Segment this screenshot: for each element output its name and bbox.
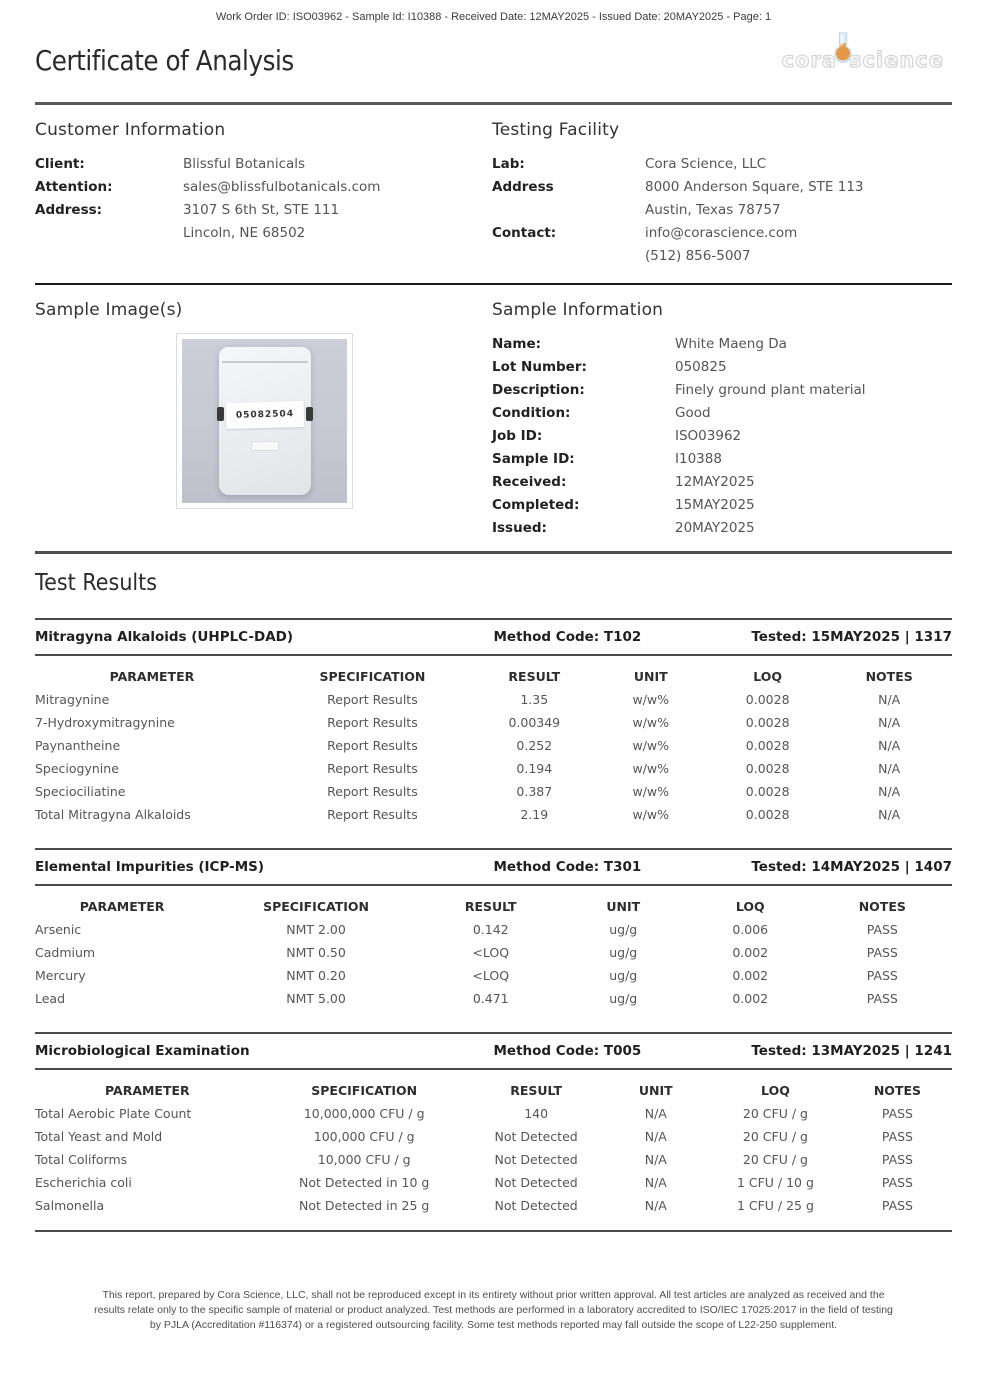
table-cell: Total Yeast and Mold [35, 1129, 163, 1144]
disclaimer-line: results relate only to the specific sample of material or product analyzed. Test methods are performed in a laboratory accredited to ISO/IEC 17025:2017 in the field of testing [94, 1304, 893, 1316]
column-header: LOQ [753, 669, 783, 684]
table-cell: Total Aerobic Plate Count [35, 1106, 192, 1121]
table-microbiological-examination [35, 1032, 952, 1232]
table-cell: Paynantheine [35, 738, 121, 753]
sample-photo [176, 333, 353, 509]
customer-information-block [35, 120, 492, 268]
testing-facility-block [492, 120, 952, 268]
table-header [35, 895, 952, 918]
sample-information-heading: Sample Information [492, 300, 664, 320]
table-row [35, 1102, 952, 1125]
table-cell: Report Results [327, 807, 418, 822]
table-cell: Escherichia coli [35, 1175, 132, 1190]
field-value: 15MAY2025 [675, 497, 755, 513]
column-header: LOQ [735, 899, 765, 914]
table-cell: ug/g [609, 968, 638, 983]
field-label: Client: [35, 156, 85, 172]
field-value: 12MAY2025 [675, 474, 755, 490]
table-cell: Not Detected in 10 g [299, 1175, 430, 1190]
column-header: PARAMETER [79, 899, 165, 914]
field-value: Lincoln, NE 68502 [183, 225, 306, 241]
results-table [35, 665, 952, 826]
table-cell: 140 [524, 1106, 549, 1121]
table-cell: 0.002 [732, 968, 769, 983]
column-header: NOTES [873, 1083, 921, 1098]
table-cell: Not Detected [494, 1152, 578, 1167]
table-header [35, 665, 952, 688]
table-cell: Salmonella [35, 1198, 105, 1213]
table-cell: 20 CFU / g [742, 1152, 808, 1167]
column-header: LOQ [761, 1083, 790, 1098]
pouch-lot-label: 05082504 [225, 401, 304, 429]
table-cell: 2.19 [520, 807, 549, 822]
table-header-row [35, 895, 952, 918]
pouch-seal [222, 361, 308, 363]
table-cell: N/A [878, 784, 901, 799]
table-cell: NMT 5.00 [286, 991, 346, 1006]
table-cell: Total Mitragyna Alkaloids [35, 807, 191, 822]
disclaimer-line: by PJLA (Accreditation #116374) or a registered outsourcing facility. Some test methods reported may fall outside the scope of L22-250 supplement. [149, 1319, 838, 1331]
table-cell: <LOQ [472, 945, 510, 960]
field-value: Finely ground plant material [675, 382, 866, 398]
table-cell: 0.00349 [508, 715, 561, 730]
field-label [492, 199, 645, 222]
field-value: Austin, Texas 78757 [645, 202, 781, 218]
table-cell: N/A [644, 1198, 667, 1213]
table-cell: w/w% [632, 715, 670, 730]
customer-fields [35, 153, 492, 245]
field-value: 20MAY2025 [675, 520, 755, 536]
sample-section [35, 300, 952, 540]
table-cell: 0.0028 [745, 784, 790, 799]
table-cell: 0.194 [516, 761, 553, 776]
table-tested-date: Tested: 13MAY2025 | 1241 [751, 1043, 952, 1059]
field-label: Lot Number: [492, 359, 587, 375]
table-cell: 20 CFU / g [742, 1106, 808, 1121]
table-row [35, 918, 952, 941]
table-row [35, 734, 952, 757]
table-band [35, 848, 952, 886]
table-name: Elemental Impurities (ICP-MS) [35, 859, 265, 875]
column-header: RESULT [464, 899, 517, 914]
column-header: SPECIFICATION [263, 899, 369, 914]
table-cell: 0.0028 [745, 692, 790, 707]
table-cell: 0.142 [472, 922, 509, 937]
results-table [35, 895, 952, 1010]
column-header: NOTES [858, 899, 906, 914]
table-method-code: Method Code: T005 [493, 1043, 642, 1059]
table-method-code: Method Code: T102 [493, 629, 642, 645]
table-cell: Arsenic [35, 922, 82, 937]
table-cell: Report Results [327, 784, 418, 799]
table-cell: N/A [644, 1175, 667, 1190]
field-label: Address [492, 179, 554, 195]
table-cell: 100,000 CFU / g [313, 1129, 415, 1144]
table-cell: Mitragynine [35, 692, 110, 707]
field-label: Address: [35, 202, 103, 218]
table-band [35, 618, 952, 656]
table-cell: w/w% [632, 761, 670, 776]
table-header-row [35, 665, 952, 688]
document-meta-line: Work Order ID: ISO03962 - Sample Id: I10388 - Received Date: 12MAY2025 - Issued Date: 20MAY2025 - Page: 1 [215, 11, 772, 23]
column-header: SPECIFICATION [319, 669, 426, 684]
pouch-mini-label [252, 442, 278, 450]
table-cell: Not Detected [494, 1198, 578, 1213]
table-cell: 1 CFU / 25 g [736, 1198, 814, 1213]
table-cell: NMT 2.00 [286, 922, 346, 937]
field-label: Attention: [35, 179, 113, 195]
table-row [35, 711, 952, 734]
table-row [35, 780, 952, 803]
table-row [35, 688, 952, 711]
field-label: Sample ID: [492, 451, 575, 467]
table-cell: 0.0028 [745, 807, 790, 822]
table-method-code: Method Code: T301 [493, 859, 642, 875]
table-cell: PASS [881, 1129, 913, 1144]
field-label: Received: [492, 474, 567, 490]
divider-sample [35, 551, 952, 554]
table-cell: 0.006 [732, 922, 769, 937]
table-cell: PASS [866, 968, 898, 983]
table-cell: NMT 0.20 [286, 968, 346, 983]
customer-information-heading: Customer Information [35, 120, 226, 140]
pouch-clip-right [306, 407, 313, 421]
table-name: Mitragyna Alkaloids (UHPLC-DAD) [35, 629, 294, 645]
table-cell: Report Results [327, 761, 418, 776]
table-row [35, 941, 952, 964]
table-row [35, 964, 952, 987]
table-cell: Speciociliatine [35, 784, 126, 799]
facility-fields [492, 153, 952, 268]
table-cell: 0.002 [732, 945, 769, 960]
field-value: 3107 S 6th St, STE 111 [183, 202, 340, 218]
table-tested-date: Tested: 15MAY2025 | 1317 [751, 629, 952, 645]
table-elemental-impurities [35, 848, 952, 1010]
table-row [35, 987, 952, 1010]
divider-top [35, 102, 952, 105]
column-header: RESULT [508, 669, 561, 684]
sample-images-block [35, 300, 492, 540]
sample-photo-background [182, 339, 347, 503]
table-cell: 0.471 [472, 991, 509, 1006]
table-cell: Not Detected [494, 1175, 578, 1190]
table-header [35, 1079, 952, 1102]
table-cell: ug/g [609, 945, 638, 960]
column-header: RESULT [510, 1083, 562, 1098]
table-cell: w/w% [632, 692, 670, 707]
cora-science-logo [782, 48, 944, 72]
table-cell: PASS [881, 1152, 913, 1167]
field-value: I10388 [675, 451, 722, 467]
sample-pouch [219, 347, 311, 495]
table-cell: PASS [866, 922, 898, 937]
table-cell: PASS [881, 1198, 913, 1213]
results-table [35, 1079, 952, 1217]
table-cell: 0.002 [732, 991, 769, 1006]
table-cell: PASS [866, 991, 898, 1006]
legal-disclaimer [35, 1288, 952, 1333]
customer-facility-section [35, 120, 952, 268]
table-cell: N/A [878, 715, 901, 730]
field-label: Completed: [492, 497, 580, 513]
pouch-clip-left [217, 407, 224, 421]
table-cell: w/w% [632, 807, 670, 822]
field-value: (512) 856-5007 [645, 248, 751, 264]
table-cell: Cadmium [35, 945, 96, 960]
column-header: UNIT [638, 1083, 673, 1098]
field-value: 8000 Anderson Square, STE 113 [645, 179, 864, 195]
table-body [35, 688, 952, 826]
divider-customer [35, 283, 952, 285]
field-label: Issued: [492, 520, 547, 536]
table-cell: 10,000 CFU / g [317, 1152, 411, 1167]
field-value: sales@blissfulbotanicals.com [183, 179, 381, 195]
field-value: Cora Science, LLC [645, 156, 767, 172]
table-cell: Report Results [327, 738, 418, 753]
table-row [35, 1125, 952, 1148]
table-body [35, 918, 952, 1010]
table-cell: N/A [644, 1106, 667, 1121]
field-label [492, 245, 645, 268]
table-tested-date: Tested: 14MAY2025 | 1407 [751, 859, 952, 875]
table-cell: N/A [878, 692, 901, 707]
logo-word-cora: cora [781, 48, 837, 72]
field-label: Description: [492, 382, 585, 398]
table-cell: Total Coliforms [35, 1152, 128, 1167]
table-cell: Mercury [35, 968, 86, 983]
table-cell: NMT 0.50 [286, 945, 346, 960]
table-mitragyna-alkaloids [35, 618, 952, 826]
column-header: PARAMETER [109, 669, 195, 684]
table-header-row [35, 1079, 952, 1102]
field-value: Blissful Botanicals [183, 156, 306, 172]
column-header: NOTES [865, 669, 913, 684]
table-name: Microbiological Examination [35, 1043, 250, 1059]
test-results-heading: Test Results [35, 570, 158, 596]
table-cell: w/w% [632, 738, 670, 753]
table-cell: Lead [35, 991, 66, 1006]
column-header: UNIT [606, 899, 641, 914]
table-cell: 0.0028 [745, 761, 790, 776]
column-header: UNIT [633, 669, 668, 684]
column-header: SPECIFICATION [311, 1083, 418, 1098]
table-cell: 1.35 [520, 692, 549, 707]
field-label: Lab: [492, 156, 525, 172]
disclaimer-line: This report, prepared by Cora Science, LLC, shall not be reproduced except in its entirety without prior written approval. All test articles are analyzed as received and the [102, 1289, 885, 1301]
table-cell: Not Detected [494, 1129, 578, 1144]
table-row [35, 803, 952, 826]
table-cell: PASS [881, 1175, 913, 1190]
table-row [35, 1148, 952, 1171]
table-row [35, 1171, 952, 1194]
table-cell: 0.0028 [745, 738, 790, 753]
field-value: ISO03962 [675, 428, 742, 444]
page-title: Certificate of Analysis [35, 43, 294, 77]
field-label: Name: [492, 336, 542, 352]
table-row [35, 757, 952, 780]
table-cell: PASS [881, 1106, 913, 1121]
sample-info-fields [492, 333, 952, 540]
table-cell: N/A [644, 1129, 667, 1144]
field-value: 050825 [675, 359, 727, 375]
table-cell: 0.252 [516, 738, 553, 753]
column-header: PARAMETER [105, 1083, 190, 1098]
table-cell: Not Detected in 25 g [299, 1198, 430, 1213]
field-label: Condition: [492, 405, 571, 421]
table-cell: ug/g [609, 922, 638, 937]
field-value: White Maeng Da [675, 336, 787, 352]
table-row [35, 1194, 952, 1217]
table-cell: 7-Hydroxymitragynine [35, 715, 175, 730]
field-label: Contact: [492, 225, 557, 241]
table-cell: Report Results [327, 715, 418, 730]
table-cell: 0.0028 [745, 715, 790, 730]
table-cell: N/A [644, 1152, 667, 1167]
field-label: Job ID: [492, 428, 543, 444]
table-cell: 20 CFU / g [742, 1129, 808, 1144]
table-cell: N/A [878, 761, 901, 776]
field-value: Good [675, 405, 711, 421]
table-cell: 1 CFU / 10 g [736, 1175, 814, 1190]
table-cell: w/w% [632, 784, 670, 799]
table-cell: 10,000,000 CFU / g [303, 1106, 425, 1121]
table-cell: N/A [878, 738, 901, 753]
table-cell: PASS [866, 945, 898, 960]
sample-information-block [492, 300, 952, 540]
table-cell: N/A [878, 807, 901, 822]
field-label [35, 222, 183, 245]
logo-word-science: science [848, 48, 944, 72]
testing-facility-heading: Testing Facility [492, 120, 620, 140]
table-cell: 0.387 [516, 784, 553, 799]
table-cell: ug/g [609, 991, 638, 1006]
table-cell: Report Results [327, 692, 418, 707]
table-cell: Speciogynine [35, 761, 119, 776]
title-row [35, 37, 952, 83]
table-band [35, 1032, 952, 1070]
sample-images-heading: Sample Image(s) [35, 300, 183, 320]
field-value: info@corascience.com [645, 225, 798, 241]
table-body [35, 1102, 952, 1217]
table-cell: <LOQ [472, 968, 510, 983]
